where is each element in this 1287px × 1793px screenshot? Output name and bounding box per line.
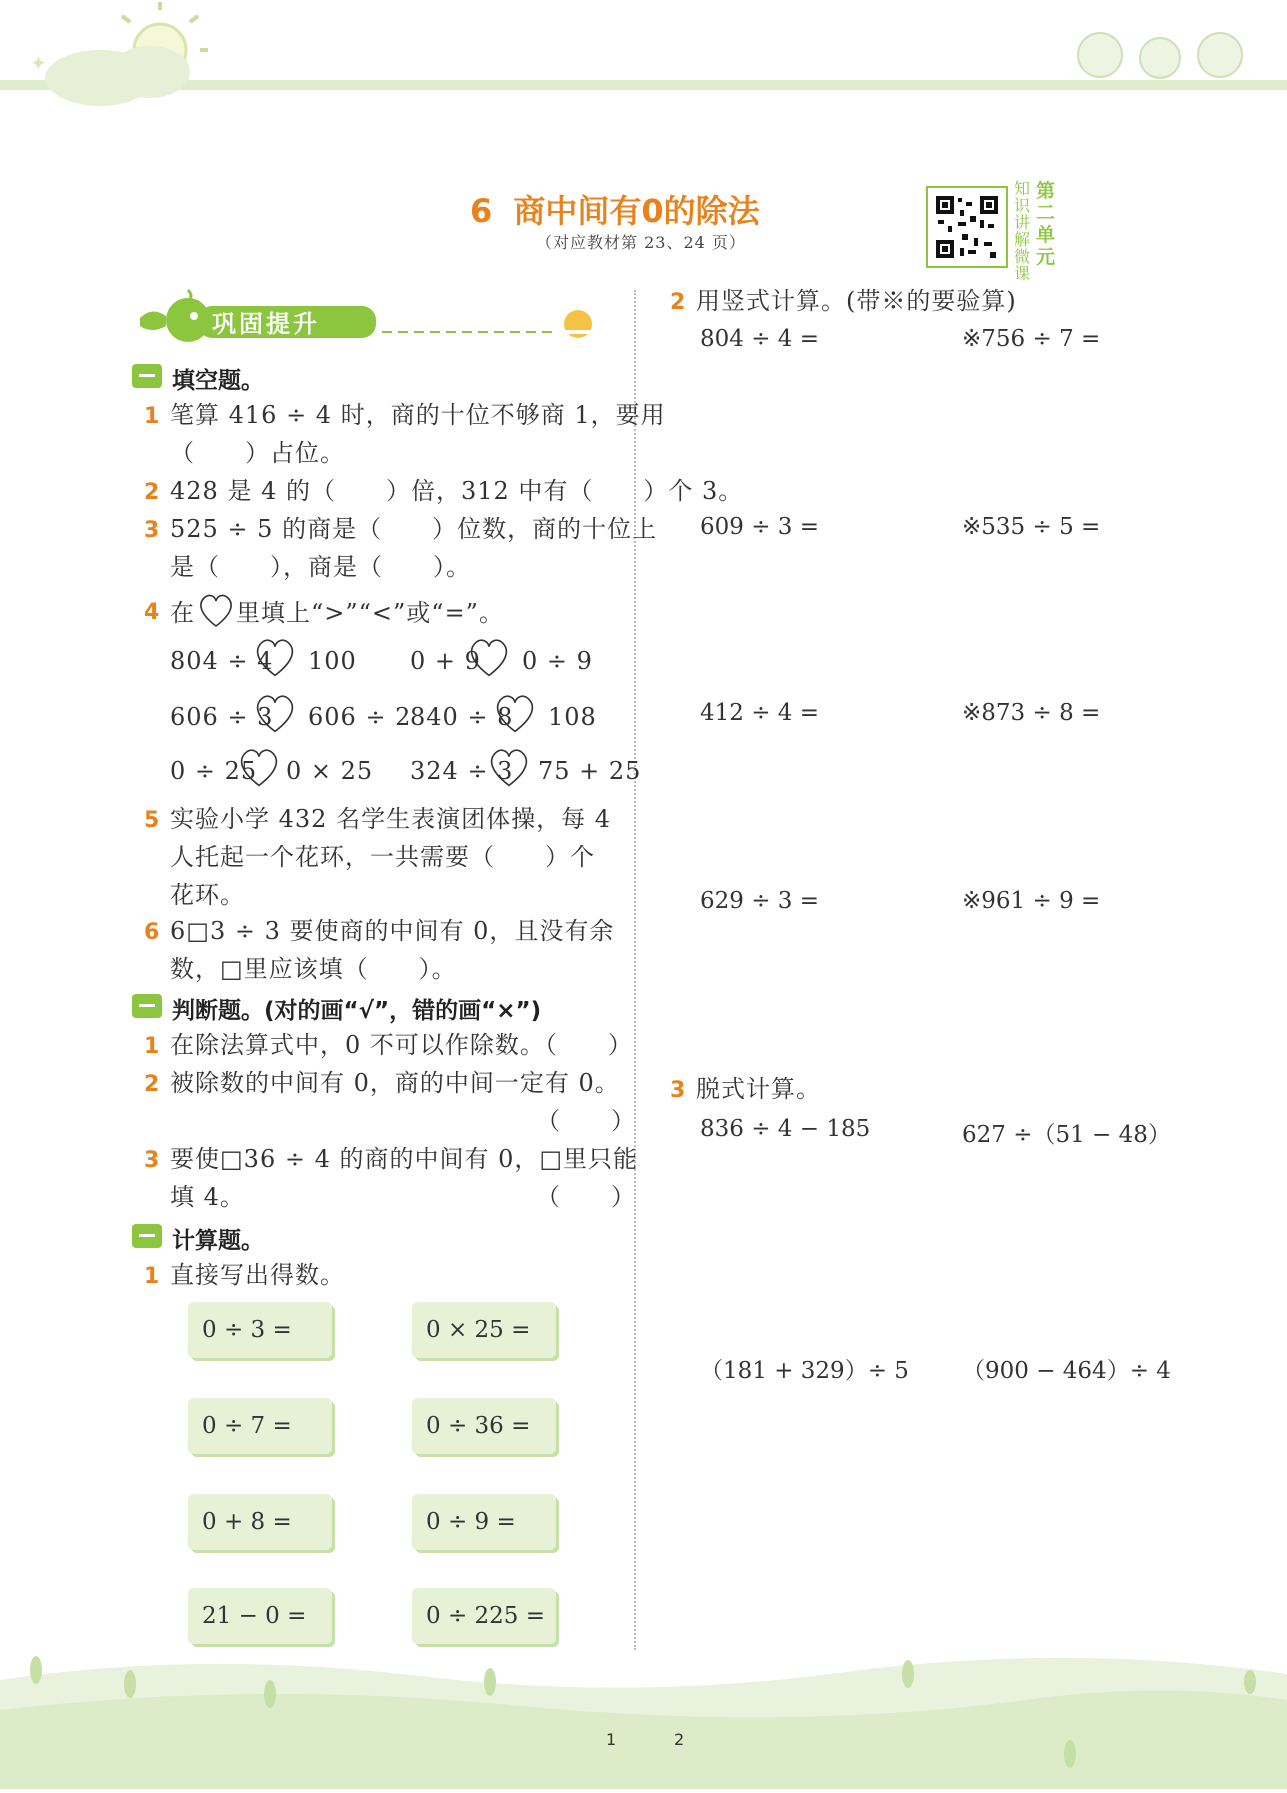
page-number-right: 2 <box>674 1730 685 1749</box>
c1-number: 1 <box>144 1264 160 1289</box>
side-label-right: 第二单元 <box>1036 180 1056 268</box>
q4-intro-b: 里填上“>”“<”或“=”。 <box>236 599 504 627</box>
vertical-calc-1[interactable]: 804 ÷ 4 = <box>700 326 820 352</box>
banner-label: 巩固提升 <box>212 310 320 338</box>
j2-line1: 被除数的中间有 0，商的中间一定有 0。 <box>170 1069 620 1097</box>
oral-card-2[interactable]: 0 × 25 = <box>412 1302 556 1358</box>
landscape-art <box>0 1640 1287 1789</box>
j2-number: 2 <box>144 1072 160 1097</box>
answer-heart-4[interactable] <box>492 690 538 736</box>
answer-heart-5[interactable] <box>236 744 282 790</box>
c3-text: 脱式计算。 <box>696 1075 821 1103</box>
j2-paren[interactable]: （ ） <box>536 1107 636 1135</box>
compare-left-4: 840 ÷ 8 <box>410 703 514 731</box>
vertical-calc-2[interactable]: ※756 ÷ 7 = <box>962 326 1101 352</box>
q5-line2: 人托起一个花环，一共需要（ ）个 <box>170 843 595 871</box>
j1-line1: 在除法算式中，0 不可以作除数。（ ） <box>170 1031 633 1059</box>
page-number-left: 1 <box>606 1730 617 1749</box>
q6-line1: 6□3 ÷ 3 要使商的中间有 0，且没有余 <box>170 917 615 945</box>
j3-paren[interactable]: （ ） <box>536 1183 636 1211</box>
qr-code-pattern <box>934 194 1000 260</box>
vertical-calc-7[interactable]: 629 ÷ 3 = <box>700 888 820 914</box>
q2-line1: 428 是 4 的（ ）倍，312 中有（ ）个 3。 <box>170 477 744 505</box>
j3-line1: 要使□36 ÷ 4 的商的中间有 0，□里只能 <box>170 1145 639 1173</box>
compare-right-3: 606 ÷ 2 <box>308 703 412 731</box>
compare-left-3: 606 ÷ 3 <box>170 703 274 731</box>
c2-text: 用竖式计算。(带※的要验算) <box>696 287 1017 315</box>
c2-number: 2 <box>670 290 686 315</box>
vertical-calc-4[interactable]: ※535 ÷ 5 = <box>962 514 1101 540</box>
compare-left-2: 0 + 9 <box>410 647 481 675</box>
svg-text:✦: ✦ <box>30 51 47 75</box>
lesson-title <box>470 186 760 232</box>
compare-right-1: 100 <box>308 647 357 675</box>
lesson-subtitle: （对应教材第 23、24 页） <box>536 233 746 252</box>
bottom-landscape <box>0 1640 1287 1789</box>
q1-line1: 笔算 416 ÷ 4 时，商的十位不够商 1，要用 <box>170 401 666 429</box>
vertical-calc-6[interactable]: ※873 ÷ 8 = <box>962 700 1101 726</box>
compare-left-5: 0 ÷ 25 <box>170 757 258 785</box>
compare-right-2: 0 ÷ 9 <box>522 647 593 675</box>
answer-heart-2[interactable] <box>466 634 512 680</box>
j3-number: 3 <box>144 1148 160 1173</box>
c3-number: 3 <box>670 1078 686 1103</box>
compare-right-4: 108 <box>548 703 597 731</box>
q3-number: 3 <box>144 518 160 543</box>
stepwise-calc-3[interactable]: （181 + 329）÷ 5 <box>700 1358 909 1384</box>
section1-tag <box>132 364 162 388</box>
q3-line2: 是（ ），商是（ ）。 <box>170 553 471 581</box>
oral-card-5[interactable]: 0 + 8 = <box>188 1494 332 1550</box>
oral-card-1[interactable]: 0 ÷ 3 = <box>188 1302 332 1358</box>
stepwise-calc-2[interactable]: 627 ÷（51 − 48） <box>962 1122 1171 1148</box>
answer-heart-6[interactable] <box>486 744 532 790</box>
oral-card-3[interactable]: 0 ÷ 7 = <box>188 1398 332 1454</box>
lesson-title-text: 商中间有0的除法 <box>513 192 760 230</box>
section2-tag <box>132 994 162 1018</box>
q5-line1: 实验小学 432 名学生表演团体操，每 4 <box>170 805 611 833</box>
q5-line3: 花环。 <box>170 881 245 909</box>
q1-line2: （ ）占位。 <box>170 439 345 467</box>
lesson-number: 6 <box>470 192 493 230</box>
q4-intro-a: 在 <box>170 599 195 627</box>
q5-number: 5 <box>144 808 160 833</box>
q1-number: 1 <box>144 404 160 429</box>
section3-tag <box>132 1224 162 1248</box>
vertical-calc-5[interactable]: 412 ÷ 4 = <box>700 700 820 726</box>
compare-left-6: 324 ÷ 3 <box>410 757 514 785</box>
oral-card-7[interactable]: 21 − 0 = <box>188 1588 332 1644</box>
stepwise-calc-1[interactable]: 836 ÷ 4 − 185 <box>700 1116 871 1142</box>
heart-icon <box>196 590 236 630</box>
answer-heart-1[interactable] <box>252 634 298 680</box>
oral-card-8[interactable]: 0 ÷ 225 = <box>412 1588 556 1644</box>
j3-line2: 填 4。 <box>170 1183 245 1211</box>
q6-number: 6 <box>144 920 160 945</box>
c1-text: 直接写出得数。 <box>170 1261 345 1289</box>
section3-title: 计算题。 <box>172 1228 264 1254</box>
compare-right-5: 0 × 25 <box>286 757 374 785</box>
oral-card-6[interactable]: 0 ÷ 9 = <box>412 1494 556 1550</box>
j1-number: 1 <box>144 1034 160 1059</box>
top-decoration-art <box>0 0 1287 110</box>
stepwise-calc-4[interactable]: （900 − 464）÷ 4 <box>962 1358 1171 1384</box>
side-label-left: 知识讲解微课 <box>1014 179 1031 283</box>
oral-card-4[interactable]: 0 ÷ 36 = <box>412 1398 556 1454</box>
vertical-calc-8[interactable]: ※961 ÷ 9 = <box>962 888 1101 914</box>
q2-number: 2 <box>144 480 160 505</box>
vertical-calc-3[interactable]: 609 ÷ 3 = <box>700 514 820 540</box>
section1-title: 填空题。 <box>172 368 264 394</box>
compare-left-1: 804 ÷ 4 <box>170 647 274 675</box>
compare-right-6: 75 + 25 <box>538 757 642 785</box>
q4-number: 4 <box>144 600 160 625</box>
qr-code[interactable] <box>926 186 1008 268</box>
q6-line2: 数，□里应该填（ ）。 <box>170 955 457 983</box>
banner <box>132 286 612 346</box>
section2-title: 判断题。(对的画“√”，错的画“×”) <box>172 998 542 1024</box>
q3-line1: 525 ÷ 5 的商是（ ）位数，商的十位上 <box>170 515 658 543</box>
banner-art <box>132 286 612 346</box>
top-decoration <box>0 0 1287 110</box>
answer-heart-3[interactable] <box>252 690 298 736</box>
